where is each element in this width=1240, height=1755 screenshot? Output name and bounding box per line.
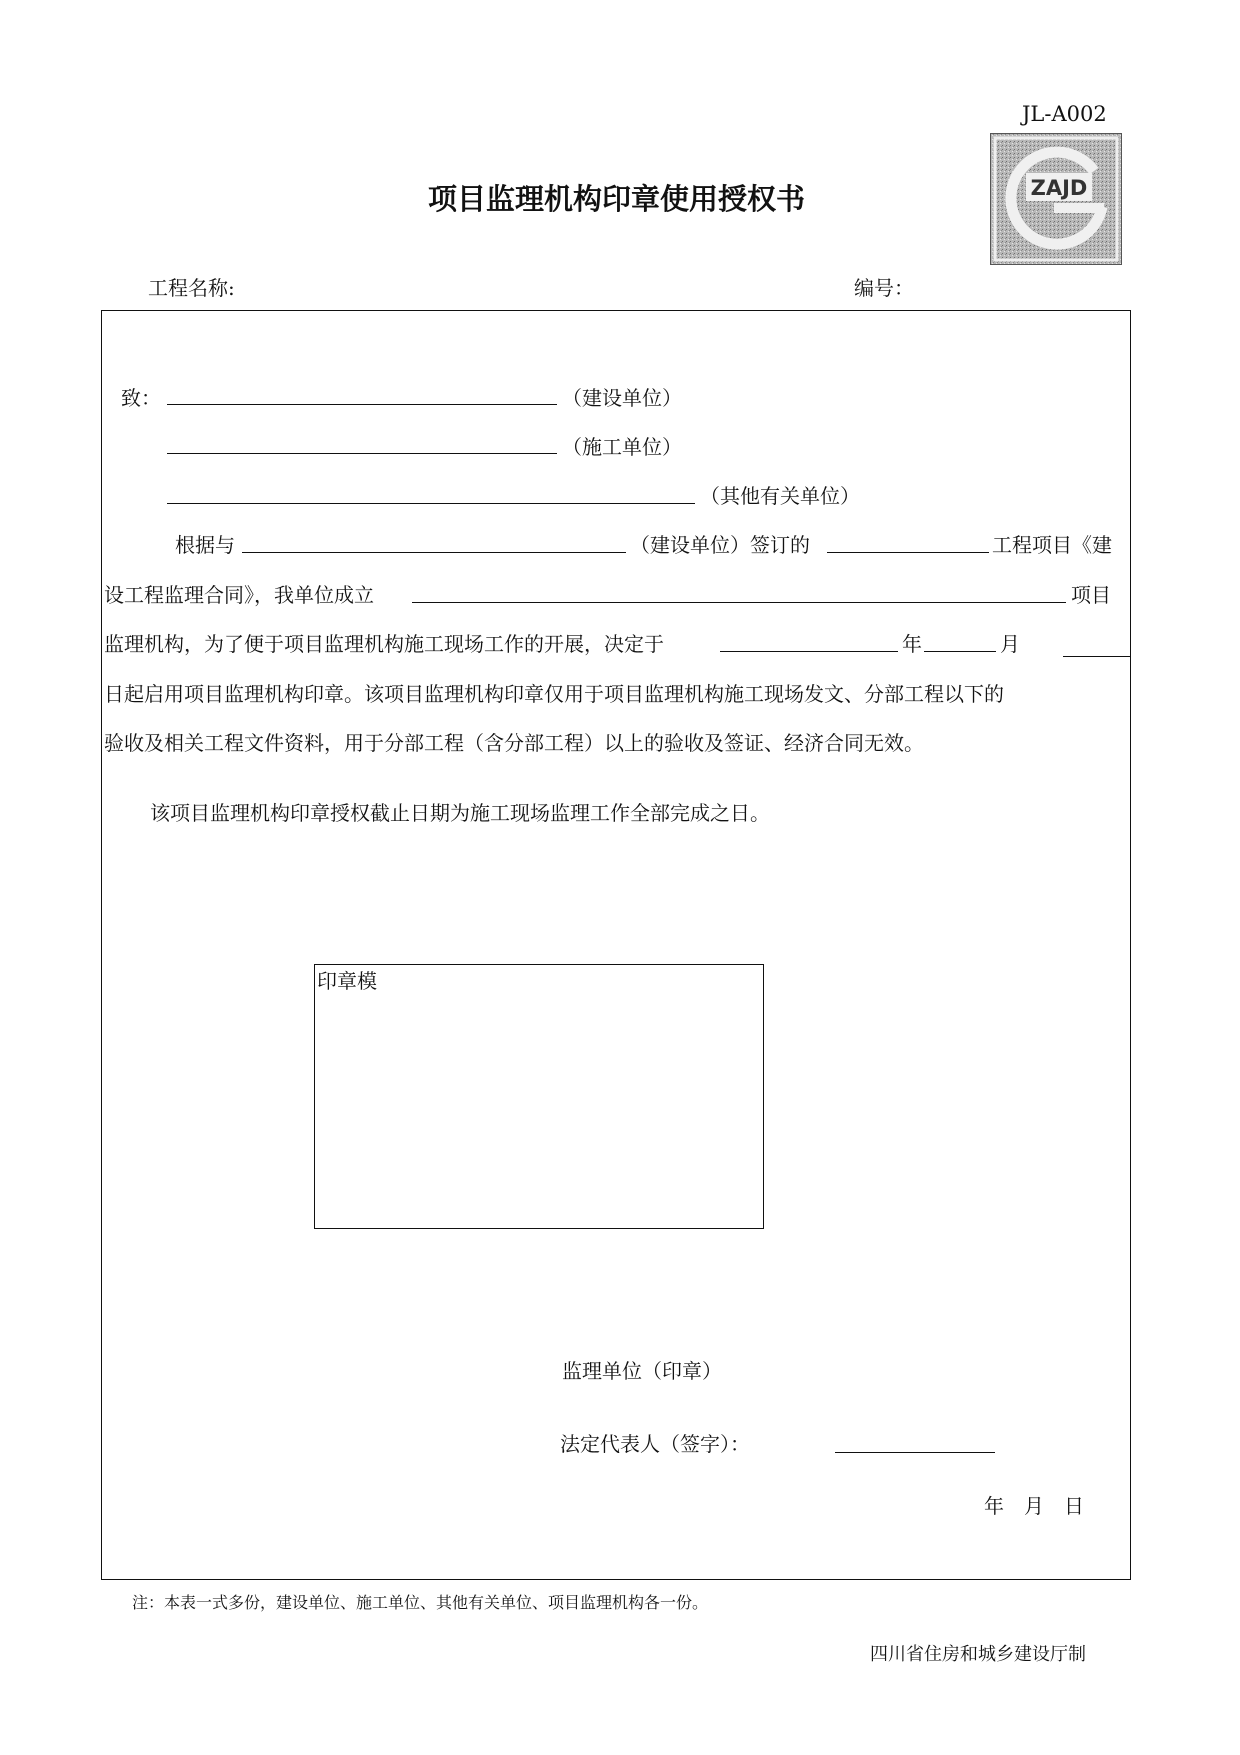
stamp-sample-label: 印章模	[317, 969, 377, 993]
project-line[interactable]	[827, 552, 989, 553]
project-name-label: 工程名称:	[148, 276, 235, 300]
number-label: 编号：	[854, 276, 914, 300]
issuer: 四川省住房和城乡建设厅制	[870, 1644, 1086, 1665]
legal-rep-signature-line[interactable]	[835, 1452, 995, 1453]
p1-start: 根据与	[175, 533, 235, 557]
supervision-org-line[interactable]	[412, 602, 1066, 603]
year-line[interactable]	[720, 651, 898, 652]
p1-end: 工程项目《建	[992, 533, 1112, 557]
form-code: JL-A002	[1022, 102, 1107, 126]
p6: 该项目监理机构印章授权截止日期为施工现场监理工作全部完成之日。	[150, 801, 770, 825]
p1-mid: （建设单位）签订的	[630, 533, 810, 557]
date-label: 年 月 日	[984, 1494, 1084, 1518]
month-line[interactable]	[924, 651, 996, 652]
p3-start: 监理机构，为了便于项目监理机构施工现场工作的开展，决定于	[104, 632, 664, 656]
p2-start: 设工程监理合同》，我单位成立	[104, 583, 374, 607]
page-title: 项目监理机构印章使用授权书	[427, 182, 805, 216]
p2-end: 项目	[1071, 583, 1111, 607]
form-frame	[101, 310, 1131, 1580]
recipient-3-line[interactable]	[167, 503, 695, 504]
year-label: 年	[902, 632, 922, 656]
recipient-3-label: （其他有关单位）	[700, 484, 860, 508]
stamp-sample-box[interactable]	[314, 964, 764, 1229]
recipient-2-label: （施工单位）	[562, 435, 682, 459]
to-label: 致：	[121, 386, 161, 410]
day-line[interactable]	[1063, 656, 1131, 657]
p5: 验收及相关工程文件资料，用于分部工程（含分部工程）以上的验收及签证、经济合同无效。	[104, 731, 924, 755]
svg-text:ZAJD: ZAJD	[1030, 176, 1088, 200]
supervisor-unit-label: 监理单位（印章）	[562, 1359, 722, 1383]
month-label: 月	[1000, 632, 1020, 656]
footer-note: 注：本表一式多份，建设单位、施工单位、其他有关单位、项目监理机构各一份。	[132, 1593, 709, 1612]
p4: 日起启用项目监理机构印章。该项目监理机构印章仅用于项目监理机构施工现场发文、分部工程以下的	[104, 682, 1004, 706]
legal-rep-label: 法定代表人（签字）：	[560, 1432, 750, 1456]
recipient-1-line[interactable]	[167, 404, 557, 405]
recipient-1-label: （建设单位）	[562, 386, 682, 410]
construction-unit-line[interactable]	[242, 552, 626, 553]
recipient-2-line[interactable]	[167, 453, 557, 454]
